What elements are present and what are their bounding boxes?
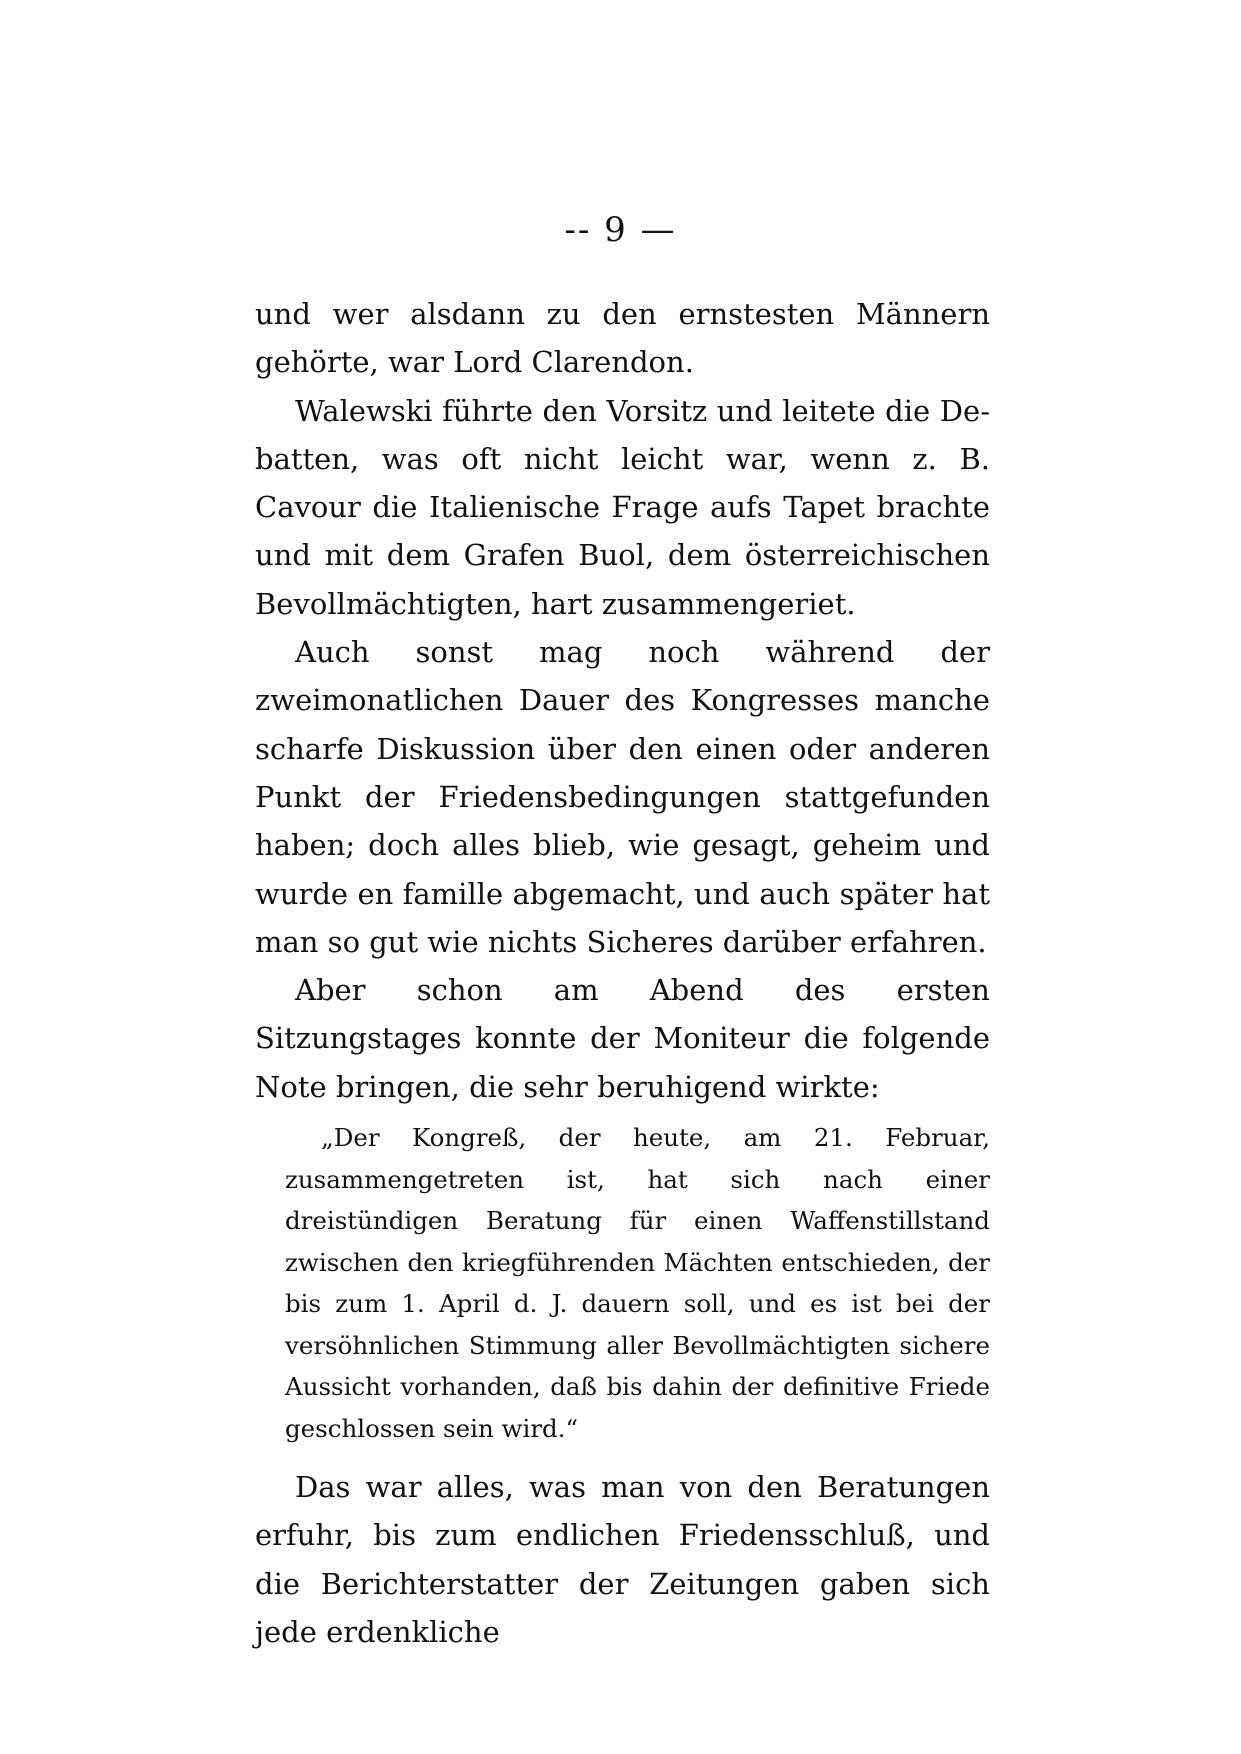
page-body [255,290,990,1656]
paragraph-discussion: Auch sonst mag noch während der zweimonatlichen Dauer des Kongresses manche scharfe Diskussion über den einen oder anderen Punkt der Friedensbedingungen stattgefunden haben; doch alles blieb, wie gesagt, geheim und wurde en famille abgemacht, und auch später hat man so gut wie nichts Sicheres darüber erfahren. [255,635,990,959]
page-number: -- 9 — [564,210,677,250]
paragraph-moniteur: Aber schon am Abend des ersten Sitzungstages konnte der Moniteur die folgende Note bringen, die sehr beruhigend wirkte: [255,973,990,1104]
quoted-note: „Der Kongreß, der heute, am 21. Februar, zusammengetreten ist, hat sich nach einer dreistündigen Beratung für einen Waffenstillstand zwischen den kriegführenden Mächten entschieden, der bis zum 1. April d. J. dauern soll, und es ist bei der versöhnlichen Stimmung aller Bevollmächtigten sichere Aussicht vorhanden, daß bis dahin der definitive Friede geschlossen sein wird.“ [285,1123,990,1443]
paragraph-reporters: Das war alles, was man von den Beratungen erfuhr, bis zum endlichen Friedensschluß, und die Berichterstatter der Zeitungen gaben sich jede erdenkliche [255,1470,990,1649]
paragraph-walewski: Walewski führte den Vorsitz und leitete die Debatten, was oft nicht leicht war, wenn z. B. Cavour die Italienische Frage aufs Tapet brachte und mit dem Grafen Buol, dem österreichischen Bevollmächtigten, hart zusammengeriet. [255,393,990,621]
paragraph-continuation: und wer alsdann zu den ernstesten Männern gehörte, war Lord Clarendon. [255,297,990,380]
